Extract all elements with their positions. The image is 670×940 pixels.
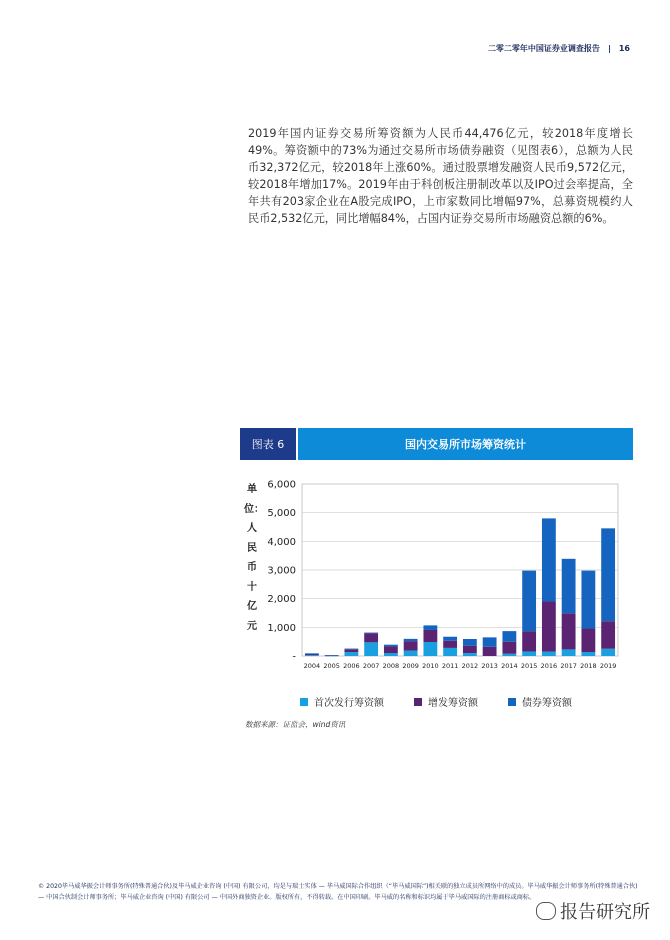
header-separator: | (607, 44, 611, 53)
bar-segment (384, 645, 398, 647)
figure-title: 国内交易所市场筹资统计 (298, 428, 633, 460)
x-tick-label: 2016 (540, 662, 558, 670)
figure-label: 图表 6 (240, 428, 296, 460)
legend-label: 债券筹资额 (522, 698, 572, 709)
bar-segment (404, 641, 418, 650)
legend-label: 增发筹资额 (428, 698, 478, 709)
y-tick-label: 6,000 (267, 479, 296, 491)
legend-item (414, 694, 478, 709)
legend-swatch (508, 698, 516, 706)
y-tick-label: 3,000 (267, 565, 296, 577)
bar-segment (463, 639, 477, 646)
chart-legend (300, 694, 572, 709)
bar-segment (305, 655, 319, 656)
y-tick-label: 4,000 (267, 536, 296, 548)
x-tick-label: 2012 (461, 662, 479, 670)
bar-segment (305, 653, 319, 654)
x-tick-label: 2006 (343, 662, 360, 670)
x-tick-label: 2011 (441, 662, 459, 670)
x-tick-label: 2004 (303, 662, 321, 670)
bar-segment (562, 649, 576, 656)
y-tick-label: 5,000 (267, 508, 296, 520)
bar-segment (364, 633, 378, 642)
bar-segment (601, 621, 615, 649)
bar-segment (364, 642, 378, 656)
bar-segment (483, 647, 497, 656)
bar-segment (581, 571, 595, 629)
bar-segment (522, 631, 536, 651)
bar-segment (325, 655, 339, 656)
footer-copyright: © 2020毕马威华振会计师事务所(特殊普通合伙)及毕马威企业咨询 (中国) 有限公司，均是与瑞士实体 — 毕马威国际合作组织（“毕马威国际”)相关联的独立成员所网络中的成员。毕马威华振会计师事务所(特殊普通合伙) — 中国合伙制会计师事务所；毕马威企业咨询 (中国) 有限公司 — 中国外商独资企业。版权所有，不得转载。在中国印刷。毕马威的名称和标识均属于毕马威国际的注册商标或商标。 (38, 883, 638, 901)
y-axis-label: 单位：人民币十亿元 (244, 484, 264, 632)
data-source: 数据来源：证监会，wind资讯 (245, 720, 346, 729)
bar-segment (522, 651, 536, 656)
y-tick-label: - (292, 651, 296, 663)
x-tick-label: 2008 (382, 662, 400, 670)
bar-segment (384, 653, 398, 656)
legend-swatch (300, 698, 308, 706)
bar-segment (502, 642, 516, 654)
bar-segment (443, 648, 457, 656)
bar-segment (423, 630, 437, 642)
bar-segment (601, 649, 615, 656)
x-tick-label: 2010 (422, 662, 439, 670)
bar-segment (344, 649, 358, 650)
bar-segment (581, 629, 595, 653)
bar-segment (443, 637, 457, 641)
wechat-icon (536, 902, 556, 920)
page-header (488, 43, 630, 54)
x-tick-label: 2009 (402, 662, 419, 670)
y-tick-label: 1,000 (267, 622, 296, 634)
bar-segment (562, 613, 576, 649)
bar-segment (384, 646, 398, 653)
bar-segment (601, 528, 615, 621)
bar-segment (581, 652, 595, 656)
bar-segment (463, 646, 477, 653)
watermark-text: 报告研究所 (560, 902, 650, 923)
bar-segment (522, 571, 536, 632)
bar-segment (542, 602, 556, 652)
bar-segment (364, 633, 378, 634)
bar-segment (542, 652, 556, 656)
y-tick-label: 2,000 (267, 594, 296, 606)
legend-swatch (414, 698, 422, 706)
x-tick-label: 2019 (599, 662, 617, 670)
bar-segment (502, 654, 516, 656)
bar-segment (344, 652, 358, 656)
bar-segment (404, 639, 418, 641)
x-tick-label: 2014 (501, 662, 518, 670)
x-tick-label: 2013 (481, 662, 498, 670)
bar-segment (423, 642, 437, 656)
body-paragraph: 2019年国内证券交易所筹资额为人民币44,476亿元，较2018年度增长49%。筹资额中的73%为通过交易所市场债券融资（见图表6），总额为人民币32,372亿元，较2018年上涨60%。通过股票增发融资人民币9,572亿元，较2018年增加17%。2019年由于科创板注册制改革以及IPO过会率提高，全年共有203家企业在A股完成IPO，上市家数同比增幅97%，总募资规模约人民币2,532亿元，同比增幅84%，占国内证券交易所市场融资总额的6%。 (248, 127, 633, 225)
bar-segment (344, 649, 358, 652)
x-tick-label: 2017 (560, 662, 577, 670)
bar-segment (443, 641, 457, 648)
watermark (536, 898, 650, 924)
legend-label: 首次发行筹资额 (314, 698, 384, 709)
bar-segment (423, 625, 437, 630)
legend-item (508, 694, 572, 709)
page-number: 16 (618, 44, 630, 53)
bar-segment (325, 656, 339, 657)
bar-segment (562, 559, 576, 613)
x-tick-label: 2015 (520, 662, 538, 670)
legend-item (300, 694, 384, 709)
bar-segment (404, 651, 418, 656)
x-tick-label: 2018 (580, 662, 597, 670)
x-tick-label: 2007 (362, 662, 380, 670)
bar-segment (483, 637, 497, 646)
bar-segment (502, 631, 516, 642)
report-title: 二零二零年中国证券业调查报告 (487, 44, 600, 53)
bar-segment (305, 654, 319, 655)
bar-segment (463, 653, 477, 656)
figure-header (240, 428, 633, 460)
stacked-bar-chart (262, 472, 622, 672)
bar-segment (542, 518, 556, 601)
x-tick-label: 2005 (323, 662, 340, 670)
